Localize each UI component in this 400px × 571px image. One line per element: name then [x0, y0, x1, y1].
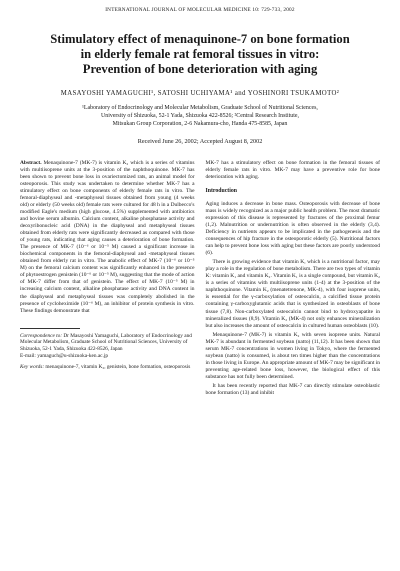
email-address: E-mail: yamaguch@u-shizuoka-ken.ac.jp: [20, 353, 108, 360]
title-line-3: Prevention of bone deterioration with aging: [82, 62, 318, 76]
intro-paragraph-3: Menaquinone-7 (MK-7) is vitamin K₂ with seven isoprene units. Natural MK-7 is abundant in fermented soybean (natto) (11,12). It has been shown that serum MK-7 concentrations in women living in Tokyo, where the fermented soybean (natto) is consumed, is about ten times higher than the concentrations in those living in Europe. An appropriate amount of MK-7 may be significant in preventing age-related bone loss, however, the biological effect of this substance has not fully been determined.: [205, 331, 380, 380]
affiliations: [20, 104, 380, 129]
affiliation-line-1: ¹Laboratory of Endocrinology and Molecular Metabolism, Graduate School of Nutritional Sciences,: [82, 105, 318, 111]
intro-paragraph-2: There is growing evidence that vitamin K, which is a nutritional factor, may play a role in the regulation of bone metabolism. There are two types of vitamin K: vitamin K₁ and vitamin K₂. Vitamin K₁ is a single compound, but vitamin K₂ is a series of vitamins with multiisoprene units (1-4) at the 3-position of the naphthoquinone. Vitamin K₂ (menatetrenone, MK-4), with four isoprene units, is essential for the γ-carboxylation of osteocalcin, a calcified tissue protein containing γ-carboxyglutamic acids that is synthesized in osteoblasts of bone tissue (7,8). Non-carboxylated osteocalcin cannot bind to hydroxyapatite in mineralized tissues (8,9). Vitamin K₂ (MK-4) not only enhances mineralization but also increases the amount of osteocalcin in cultured human osteoblasts (10).: [205, 259, 380, 329]
footnote-divider: [20, 328, 80, 329]
affiliation-line-3: Mitsukan Group Corporation, 2-6 Nakamura-cho, Handa 475-8585, Japan: [112, 121, 288, 128]
correspondence: [20, 333, 195, 360]
abstract-continued: MK-7 has a stimulatory effect on bone formation in the femoral tissues of elderly female rats in vitro. MK-7 may have a preventive role for bone deterioration with aging.: [205, 159, 380, 180]
abstract-text: Menaquinone-7 (MK-7) is vitamin K₂ which is a series of vitamins with multiisoprene units at the 3-position of the naphthoquinone. MK-7 has been shown to prevent bone loss in ovariectomized rats, an animal model for osteoporosis. This study was undertaken to determine whether MK-7 has a stimulatory effect on bone components of elderly female rats in vitro. The femoral-diaphyseal and -metaphyseal tissues obtained from young (4 weeks old) or elderly (50 weeks old) female rats were cultured for 48 h in a Dulbecco's modified Eagle's medium (high glucose, 4.5%) supplemented with antibiotics and bovine serum albumin. Calcium content, alkaline phosphatase activity and deoxyribonucleic acid (DNA) in the diaphyseal and metaphyseal tissues obtained from elderly rats were significantly decreased as compared with those of young rats, indicating that aging causes a deterioration of bone formation. The presence of MK-7 (10⁻⁶ or 10⁻⁵ M) caused a significant increase in biochemical components in the femoral-diaphyseal and -metaphyseal tissues obtained from elderly rat in vitro. The anabolic effect of MK-7 (10⁻⁶ or 10⁻⁵ M) on the femoral calcium content was significantly enhanced in the presence of phytoestrogen genistein (10⁻⁶ or 10⁻⁵ M), suggesting that the mode of action of MK-7 differ from that of genistein. The effect of MK-7 (10⁻⁵ M) in increasing calcium content, alkaline phosphatase activity and DNA content in the diaphyseal and metaphyseal tissues was completely abolished in the presence of cycloheximide (10⁻⁶ M), an inhibitor of protein synthesis in vitro. These findings demonstrate that: [20, 159, 195, 314]
author-list: MASAYOSHI YAMAGUCHI¹, SATOSHI UCHIYAMA¹ and YOSHINORI TSUKAMOTO²: [60, 90, 340, 97]
left-column: [20, 160, 195, 399]
keywords: [20, 364, 195, 371]
keywords-label: Key words:: [20, 363, 45, 370]
right-column: [206, 160, 381, 399]
abstract-label: Abstract.: [20, 159, 42, 166]
abstract: [20, 160, 195, 315]
running-head: INTERNATIONAL JOURNAL OF MOLECULAR MEDICINE 10: 729-733, 2002: [105, 7, 295, 13]
received-dates: Received June 26, 2002; Accepted August 8, 2002: [137, 137, 263, 145]
intro-paragraph-4: It has been recently reported that MK-7 can directly stimulate osteoblastic bone formation (13) and inhibit: [205, 382, 380, 397]
intro-paragraph-1: Aging induces a decrease in bone mass. Osteoporosis with decrease of bone mass is widely recognized as a major public health problem. The most dramatic expression of this disease is represented by fractures of the proximal femur (1,2). Malnutrition or undernutrition is often observed in the elderly (3,4). Deficiency in nutrients appears to be implicated in the pathogenesis and the consequences of hip fracture in the osteoporotic elderly (5). Nutritional factors can help to prevent bone loss with aging but these factors are poorly understood (6).: [205, 200, 380, 257]
keywords-text: menaquinone-7, vitamin K₂, genistein, bone formation, osteoporosis: [44, 363, 191, 370]
title-line-2: in elderly female rat femoral tissues in vitro:: [80, 47, 320, 61]
article-title: [20, 32, 380, 77]
introduction-heading: Introduction: [205, 187, 237, 194]
title-line-1: Stimulatory effect of menaquinone-7 on bone formation: [50, 32, 350, 46]
body-columns: [20, 160, 380, 399]
correspondence-text: Dr Masayoshi Yamaguchi, Laboratory of Endocrinology and Molecular Metabolism, Graduate School of Nutritional Sciences, University of Shizuoka, 52-1 Yada, Shizuoka 422-8526, Japan: [20, 332, 192, 353]
correspondence-label: Correspondence to:: [20, 332, 63, 339]
affiliation-line-2: University of Shizuoka, 52-1 Yada, Shizuoka 422-8526; ²Central Research Institute,: [101, 113, 299, 120]
footnote-block: [20, 333, 195, 371]
